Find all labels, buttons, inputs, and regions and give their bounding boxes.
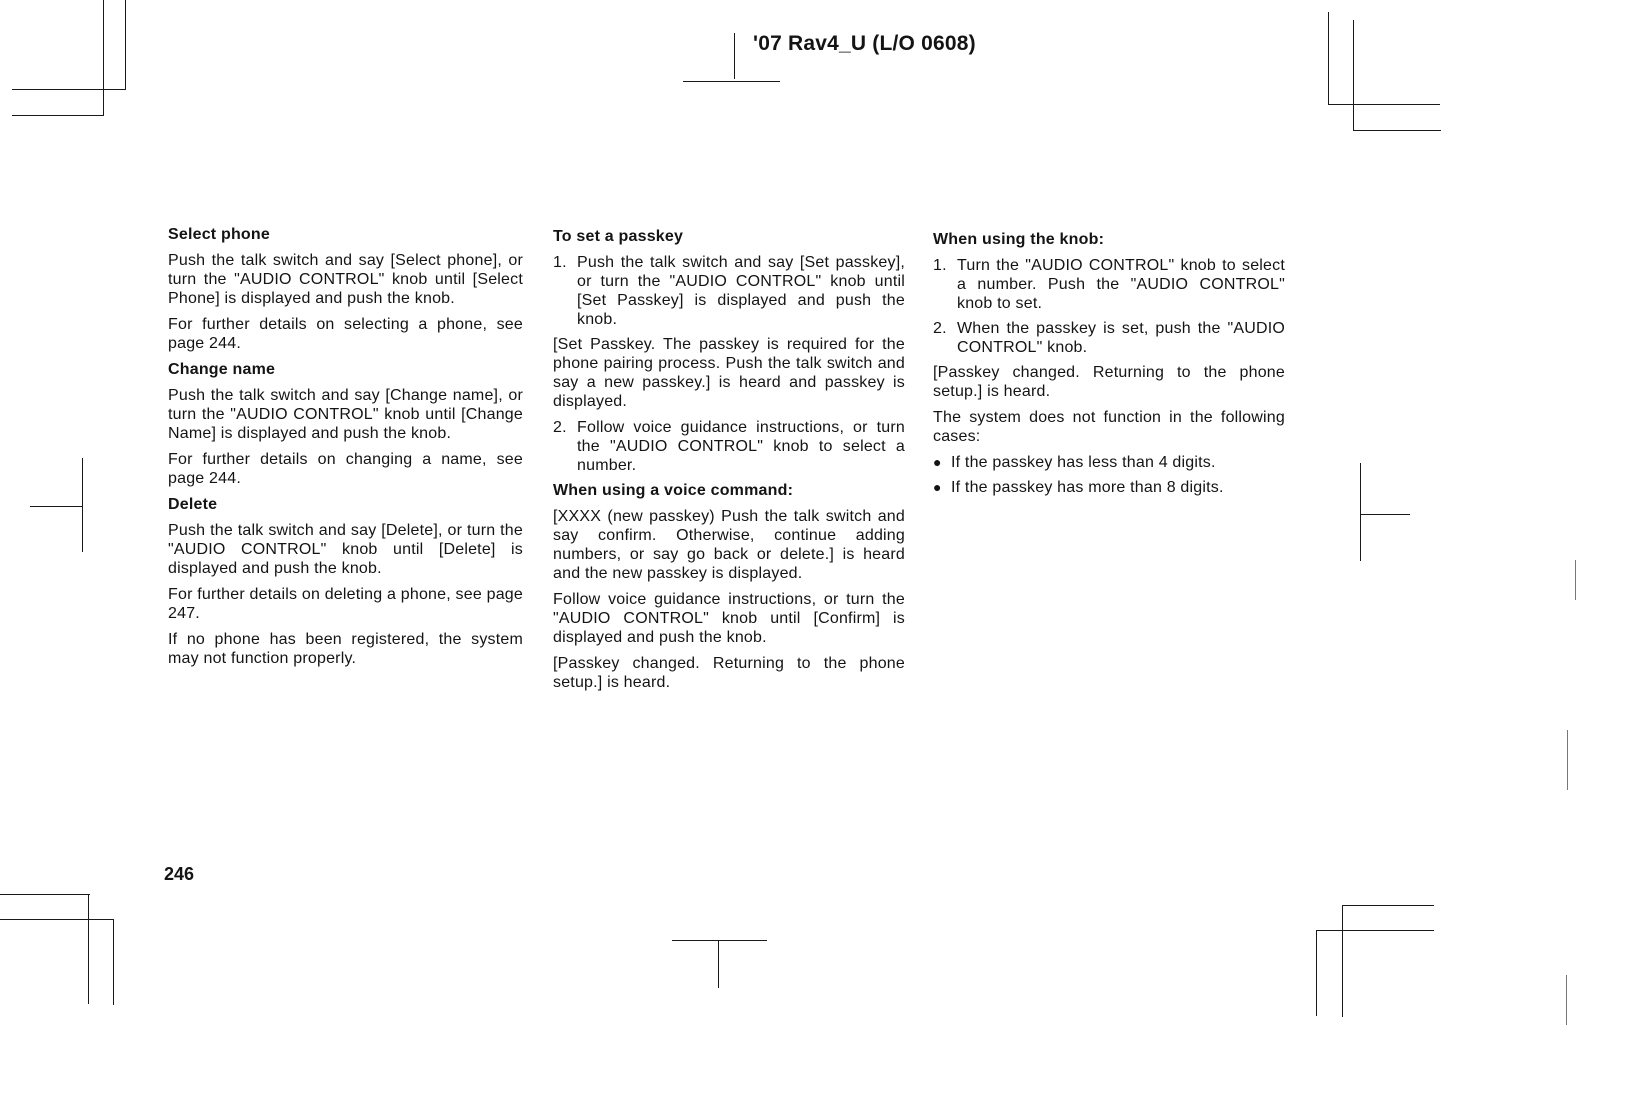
- crop-mark: [0, 919, 114, 920]
- crop-mark: [82, 458, 83, 552]
- paragraph: If no phone has been registered, the system may not function properly.: [168, 631, 523, 667]
- crop-mark: [12, 115, 104, 116]
- paragraph: Push the talk switch and say [Select phone], or turn the "AUDIO CONTROL" knob until [Select Phone] is displayed and push the knob.: [168, 252, 523, 307]
- paragraph: Push the talk switch and say [Change name], or turn the "AUDIO CONTROL" knob until [Change Name] is displayed and push the knob.: [168, 387, 523, 442]
- crop-mark: [88, 894, 89, 1004]
- paragraph: [Passkey changed. Returning to the phone setup.] is heard.: [553, 655, 905, 691]
- bullet-text: If the passkey has less than 4 digits.: [951, 454, 1216, 471]
- step-text: Turn the "AUDIO CONTROL" knob to select a number. Push the "AUDIO CONTROL" knob to set.: [957, 257, 1285, 312]
- crop-mark: [672, 940, 767, 941]
- crop-mark: [1342, 905, 1434, 906]
- crop-mark: [1316, 930, 1317, 1016]
- crop-mark: [12, 89, 126, 90]
- step-text: Follow voice guidance instructions, or turn the "AUDIO CONTROL" knob to select a number.: [577, 419, 905, 474]
- step-number: 2.: [933, 320, 947, 337]
- document-title: '07 Rav4_U (L/O 0608): [753, 32, 976, 55]
- crop-mark: [718, 940, 719, 988]
- column-1: [168, 225, 523, 675]
- section-heading: Delete: [168, 496, 218, 513]
- step-number: 2.: [553, 419, 567, 436]
- section-heading: Change name: [168, 361, 276, 378]
- numbered-step: [933, 256, 1285, 313]
- bullet-icon: ●: [933, 479, 942, 495]
- page-number: 246: [164, 864, 195, 884]
- column-3: [933, 230, 1285, 503]
- crop-mark: [1567, 730, 1568, 790]
- crop-mark: [1316, 930, 1434, 931]
- section-heading: Select phone: [168, 226, 270, 243]
- section-heading: When using the knob:: [933, 231, 1105, 248]
- bullet-icon: ●: [933, 454, 942, 470]
- numbered-step: [933, 319, 1285, 357]
- crop-mark: [0, 894, 90, 895]
- paragraph: For further details on changing a name, see page 244.: [168, 451, 523, 487]
- crop-mark: [125, 0, 126, 90]
- paragraph: Push the talk switch and say [Delete], or turn the "AUDIO CONTROL" knob until [Delete] is displayed and push the knob.: [168, 522, 523, 577]
- crop-mark: [30, 506, 82, 507]
- paragraph: [XXXX (new passkey) Push the talk switch and say confirm. Otherwise, continue adding numbers, or say go back or delete.] is heard and the new passkey is displayed.: [553, 508, 905, 582]
- crop-mark: [1360, 514, 1410, 515]
- step-text: When the passkey is set, push the "AUDIO CONTROL" knob.: [957, 320, 1285, 356]
- paragraph: Follow voice guidance instructions, or turn the "AUDIO CONTROL" knob until [Confirm] is displayed and push the knob.: [553, 591, 905, 646]
- crop-mark: [683, 81, 780, 82]
- bullet-text: If the passkey has more than 8 digits.: [951, 479, 1224, 496]
- column-2: [553, 227, 905, 699]
- paragraph: [Passkey changed. Returning to the phone setup.] is heard.: [933, 364, 1285, 400]
- step-text: Push the talk switch and say [Set passkey], or turn the "AUDIO CONTROL" knob until [Set Passkey] is displayed and push the knob.: [577, 254, 905, 328]
- crop-mark: [103, 0, 104, 116]
- paragraph: The system does not function in the following cases:: [933, 409, 1285, 445]
- crop-mark: [1360, 463, 1361, 561]
- section-heading: When using a voice command:: [553, 482, 794, 499]
- bullet-item: [933, 478, 1285, 497]
- step-number: 1.: [553, 254, 567, 271]
- step-number: 1.: [933, 257, 947, 274]
- crop-mark: [1328, 104, 1440, 105]
- numbered-step: [553, 253, 905, 329]
- crop-mark: [734, 33, 735, 79]
- crop-mark: [1328, 12, 1329, 104]
- section-heading: To set a passkey: [553, 228, 684, 245]
- paragraph: [Set Passkey. The passkey is required for the phone pairing process. Push the talk switch and say a new passkey.] is heard and passkey is displayed.: [553, 336, 905, 410]
- crop-mark: [1353, 130, 1441, 131]
- crop-mark: [1353, 20, 1354, 130]
- crop-mark: [113, 919, 114, 1005]
- paragraph: For further details on selecting a phone, see page 244.: [168, 316, 523, 352]
- crop-mark: [1342, 905, 1343, 1017]
- numbered-step: [553, 418, 905, 475]
- paragraph: For further details on deleting a phone, see page 247.: [168, 586, 523, 622]
- crop-mark: [1566, 975, 1567, 1025]
- bullet-item: [933, 453, 1285, 472]
- crop-mark: [1575, 560, 1576, 600]
